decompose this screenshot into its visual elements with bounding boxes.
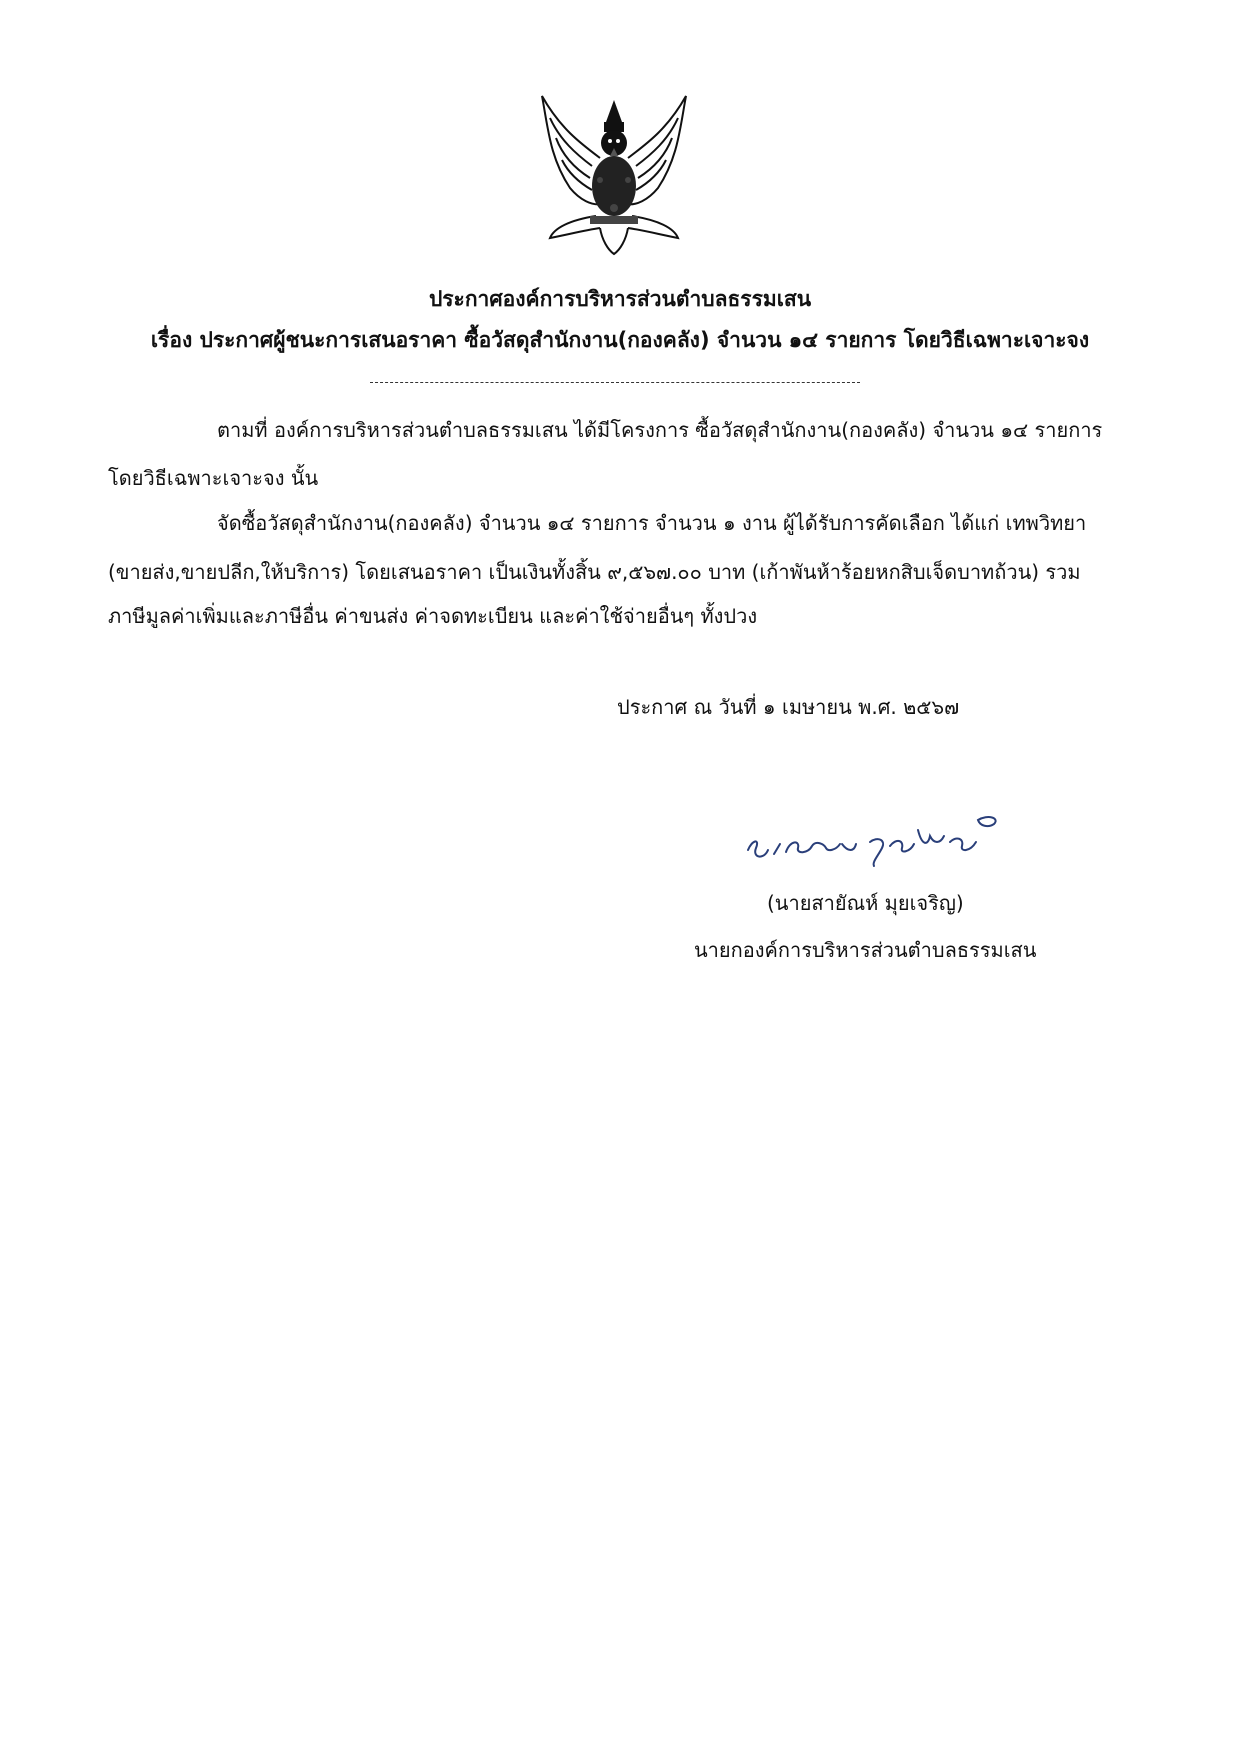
paragraph2-line1: จัดซื้อวัสดุสำนักงาน(กองคลัง) จำนวน ๑๔ รายการ จำนวน ๑ งาน ผู้ได้รับการคัดเลือก ได้แก่ เทพวิทยา bbox=[217, 511, 1087, 535]
announcement-subject: เรื่อง ประกาศผู้ชนะการเสนอราคา ซื้อวัสดุสำนักงาน(กองคลัง) จำนวน ๑๔ รายการ โดยวิธีเฉพาะเจาะจง bbox=[150, 328, 1090, 352]
signer-position: นายกองค์การบริหารส่วนตำบลธรรมเสน bbox=[694, 938, 1037, 962]
paragraph2-line2: (ขายส่ง,ขายปลีก,ให้บริการ) โดยเสนอราคา เป็นเงินทั้งสิ้น ๙,๕๖๗.๐๐ บาท (เก้าพันห้าร้อยหกสิบเจ็ดบาทถ้วน) รวม bbox=[108, 560, 1081, 584]
paragraph1-line1: ตามที่ องค์การบริหารส่วนตำบลธรรมเสน ได้มีโครงการ ซื้อวัสดุสำนักงาน(กองคลัง) จำนวน ๑๔ รายการ bbox=[217, 418, 1103, 442]
paragraph1-line2: โดยวิธีเฉพาะเจาะจง นั้น bbox=[108, 466, 319, 490]
announcement-date: ประกาศ ณ วันที่ ๑ เมษายน พ.ศ. ๒๕๖๗ bbox=[617, 695, 960, 719]
paragraph2-line3: ภาษีมูลค่าเพิ่มและภาษีอื่น ค่าขนส่ง ค่าจดทะเบียน และค่าใช้จ่ายอื่นๆ ทั้งปวง bbox=[108, 604, 758, 628]
handwritten-signature bbox=[738, 800, 1038, 870]
signer-name: (นายสายัณห์ มุยเจริญ) bbox=[767, 891, 964, 915]
announcement-heading: ประกาศองค์การบริหารส่วนตำบลธรรมเสน bbox=[428, 287, 812, 311]
garuda-emblem-icon bbox=[530, 88, 698, 258]
dashed-divider bbox=[370, 382, 860, 383]
